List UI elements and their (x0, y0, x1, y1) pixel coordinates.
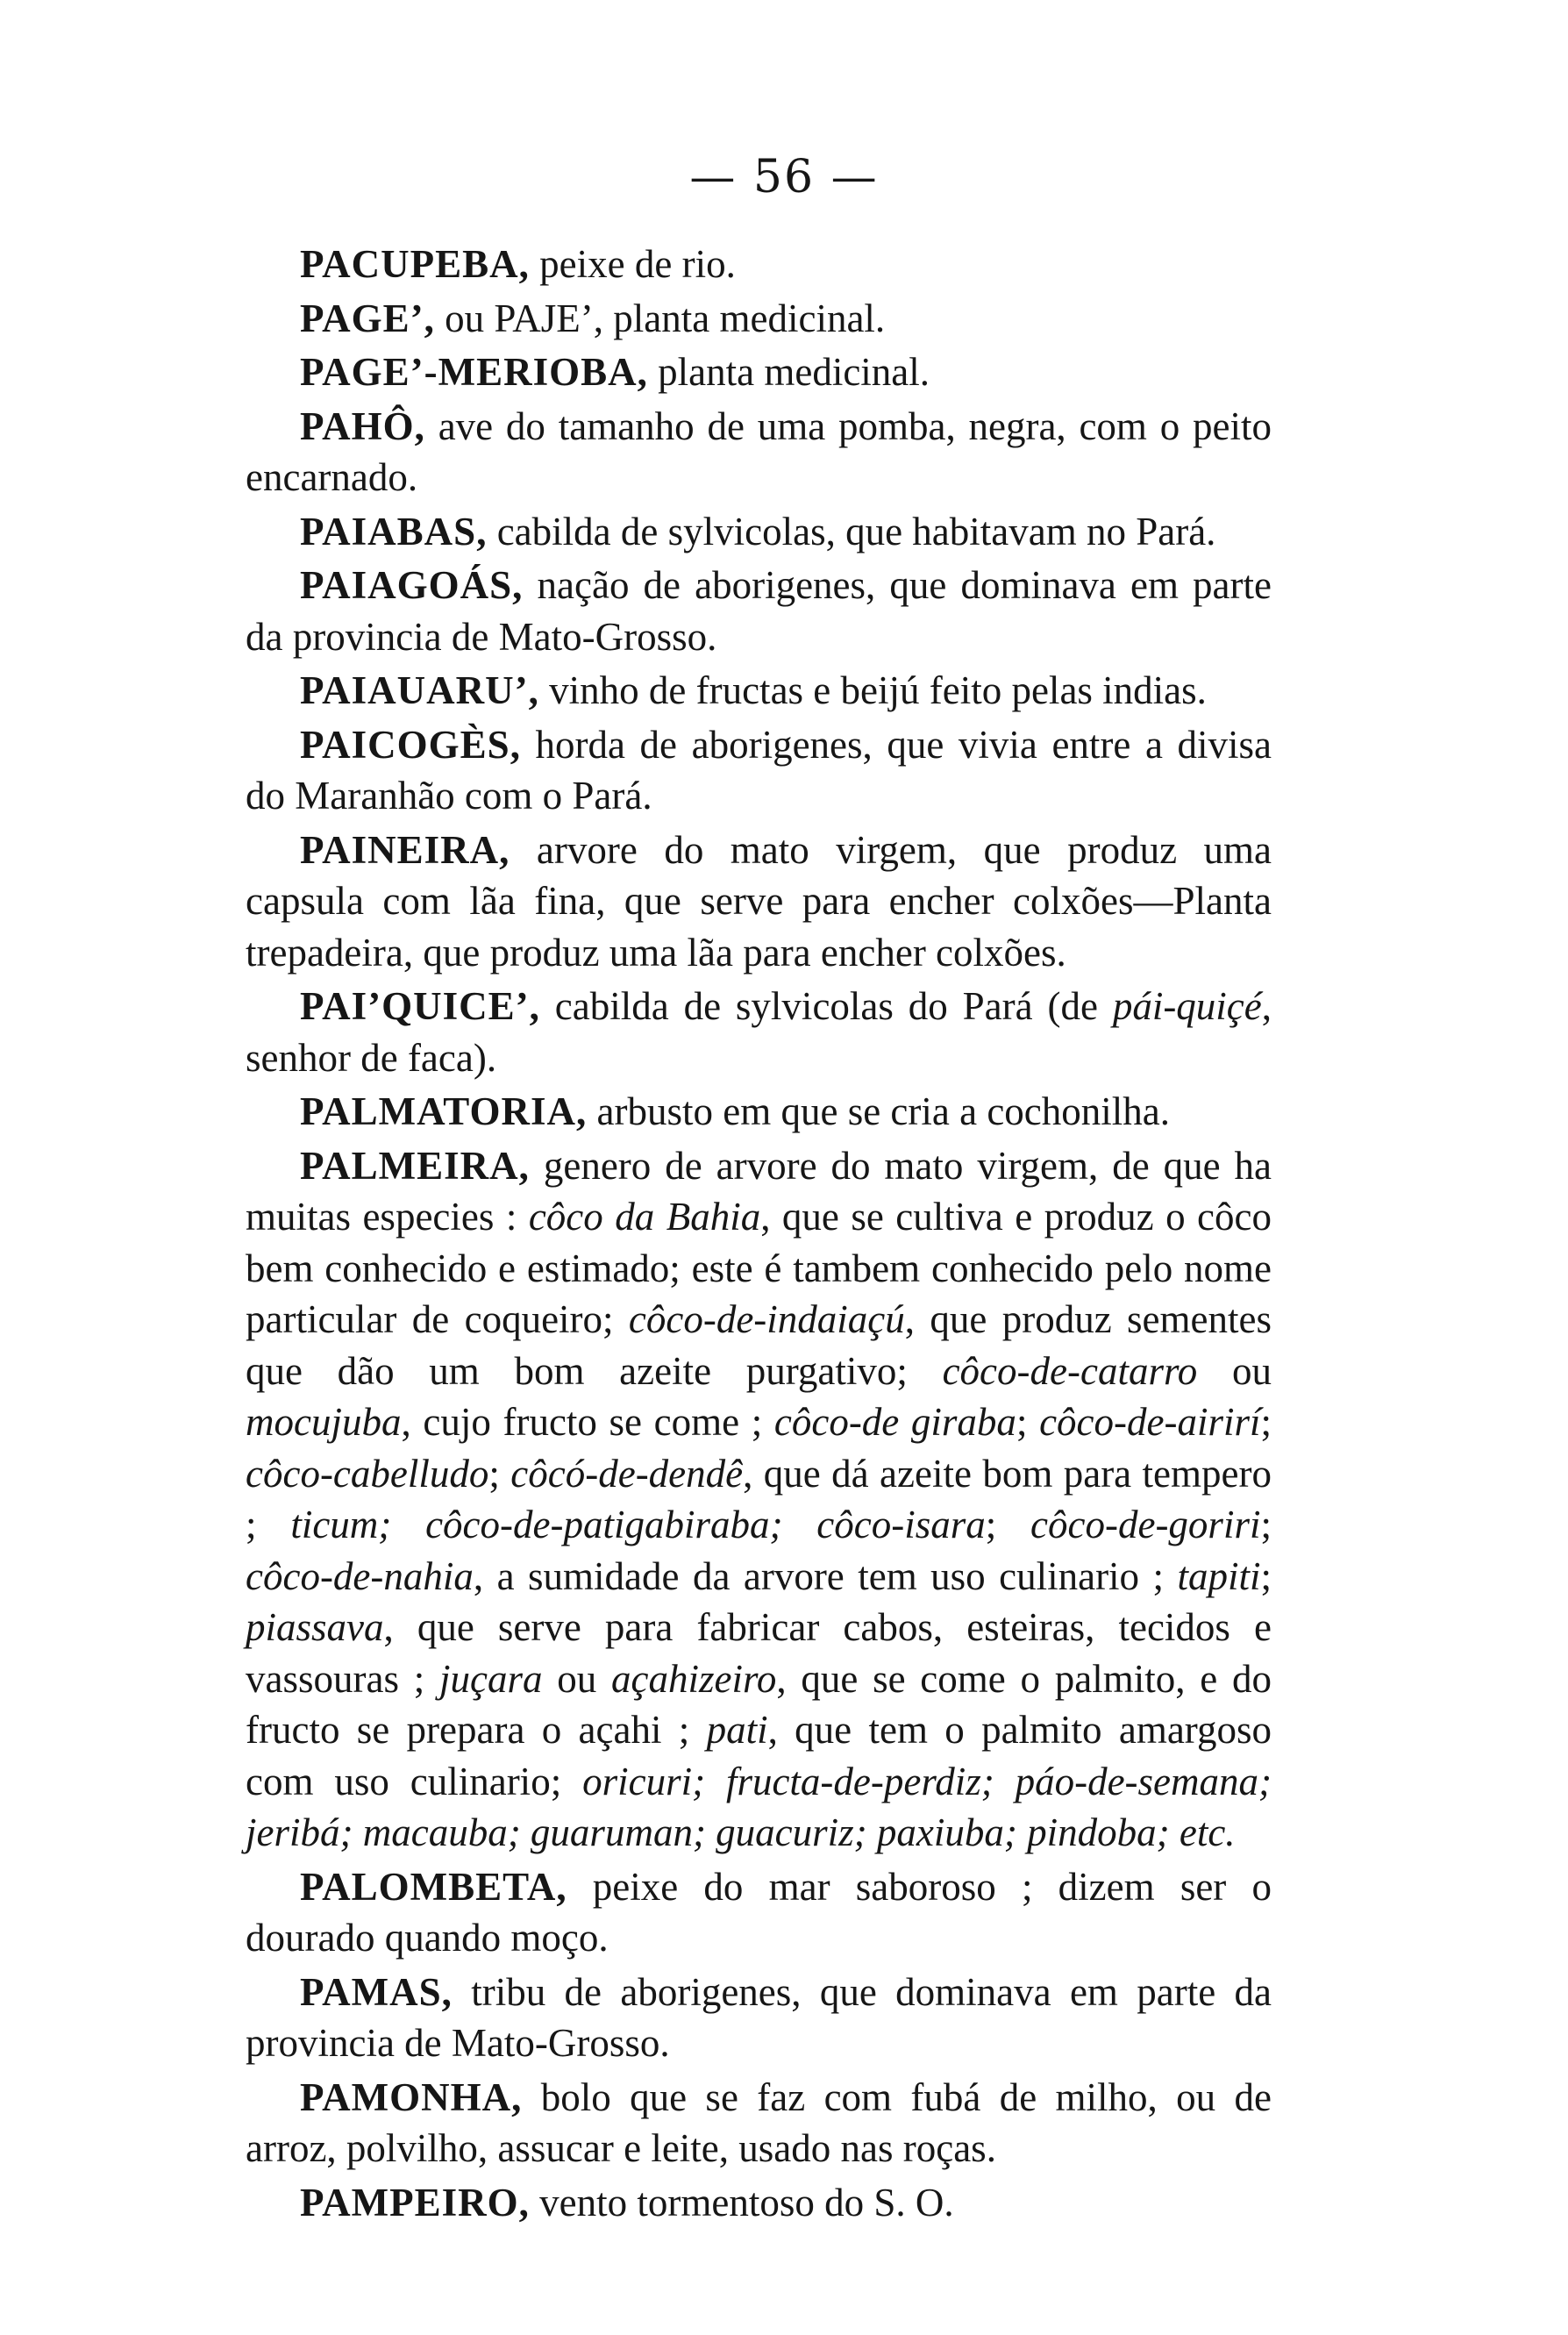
entry-headword: PAGE’, (300, 296, 435, 340)
entry-headword: PAMONHA, (300, 2074, 523, 2119)
entry-definition: , a sumidade da arvore tem uso culinario ; (473, 1553, 1178, 1598)
entry-definition: vento tormentoso do S. O. (529, 2180, 954, 2224)
entry-definition: ; (1260, 1400, 1272, 1444)
entry-page (246, 293, 1272, 345)
entry-page-merioba (246, 346, 1272, 398)
entry-definition: ; (985, 1503, 1031, 1546)
entry-definition: peixe do mar saboroso ; dizem ser o dourado quando moço. (246, 1864, 1272, 1960)
entry-definition: , que produz sementes que dão um bom azeite purgativo; (246, 1297, 1272, 1393)
entry-definition: , que dá azeite bom para tempero ; (246, 1451, 1272, 1546)
entry-term-italic: côcó-de-dendê (510, 1451, 744, 1496)
entry-paiabas (246, 506, 1272, 558)
entry-definition: ; (1260, 1503, 1272, 1546)
entry-headword: PALOMBETA, (300, 1864, 567, 1909)
entry-headword: PAIABAS, (300, 509, 488, 553)
entry-definition: , que se cultiva e produz o côco bem conhecido e estimado; este é tambem conhecido pelo nome particular de coqueiro; (246, 1195, 1272, 1341)
entry-paicoges (246, 719, 1272, 822)
entry-term-italic: açahizeiro (611, 1656, 777, 1701)
entry-definition: , cujo fructo se come ; (401, 1400, 774, 1444)
entry-term-italic: juçara (439, 1656, 543, 1701)
entry-palombeta (246, 1861, 1272, 1964)
entry-definition: genero de arvore do mato virgem, de que ha muitas especies : (246, 1143, 1272, 1239)
entry-definition: arvore do mato virgem, que produz uma capsula com lãa fina, que serve para encher colxões—Planta trepadeira, que produz uma lãa para encher colxões. (246, 827, 1272, 975)
entry-term-italic: piassava (246, 1605, 384, 1649)
entry-definition: ou PAJE’, planta medicinal. (434, 296, 886, 340)
entry-headword: PAINEIRA, (300, 827, 510, 872)
entry-pacupeba (246, 239, 1272, 290)
glossary-entries (246, 239, 1272, 2231)
entry-term-italic: pái-quiçé (1112, 984, 1262, 1028)
entry-definition: , que serve para fabricar cabos, esteiras, tecidos e vassouras ; (246, 1605, 1272, 1701)
entry-definition: planta medicinal. (647, 350, 930, 394)
entry-term-italic: côco-de-nahia (246, 1553, 474, 1598)
entry-headword: PAIAGOÁS, (300, 563, 524, 607)
entry-definition: horda de aborigenes, que vivia entre a divisa do Maranhão com o Pará. (246, 722, 1272, 818)
entry-definition: tribu de aborigenes, que dominava em parte da provincia de Mato-Grosso. (246, 1969, 1272, 2065)
entry-definition: ou (1197, 1348, 1272, 1393)
entry-definition: ave do tamanho de uma pomba, negra, com o peito encarnado. (246, 403, 1272, 499)
entry-term-italic: ticum; côco-de-patigabiraba; côco-isara (290, 1503, 986, 1546)
entry-palmatoria (246, 1086, 1272, 1138)
entry-definition: arbusto em que se cria a cochonilha. (587, 1089, 1171, 1133)
entry-term-italic: côco-cabelludo (246, 1451, 489, 1496)
entry-palmeira (246, 1140, 1272, 1859)
entry-term-italic: oricuri; fructa-de-perdiz; páo-de-semana; jeribá; macauba; guaruman; guacuriz; paxiuba; pindoba; etc. (246, 1759, 1272, 1854)
entry-paineira (246, 825, 1272, 979)
entry-definition: peixe de rio. (529, 242, 736, 286)
entry-headword: PAIAUARU’, (300, 668, 539, 712)
entry-definition: ; (1260, 1553, 1272, 1598)
entry-pampeiro (246, 2177, 1272, 2229)
entry-headword: PAMAS, (300, 1969, 453, 2014)
entry-headword: PACUPEBA, (300, 242, 530, 286)
entry-paho (246, 401, 1272, 503)
entry-headword: PAICOGÈS, (300, 722, 521, 767)
entry-definition: , que se come o palmito, e do fructo se prepara o açahi ; (246, 1656, 1272, 1752)
entry-term-italic: côco-de-indaiaçú (628, 1297, 905, 1341)
entry-headword: PAI’QUICE’, (300, 984, 540, 1028)
page-number: — 56 — (689, 151, 879, 204)
entry-pamonha (246, 2072, 1272, 2174)
entry-paiquice (246, 981, 1272, 1083)
entry-term-italic: côco-de-goriri (1030, 1503, 1261, 1546)
entry-definition: cabilda de sylvicolas, que habitavam no Pará. (487, 509, 1216, 553)
entry-headword: PAHÔ, (300, 403, 425, 448)
entry-definition: vinho de fructas e beijú feito pelas indias. (538, 668, 1207, 712)
entry-definition: ; (1016, 1400, 1040, 1444)
entry-definition: nação de aborigenes, que dominava em parte da provincia de Mato-Grosso. (246, 563, 1272, 659)
entry-term-italic: tapiti (1177, 1553, 1261, 1598)
entry-paiagoas (246, 560, 1272, 662)
entry-definition: , senhor de faca). (246, 984, 1272, 1080)
entry-headword: PALMEIRA, (300, 1143, 530, 1188)
entry-pamas (246, 1967, 1272, 2069)
entry-paiauaru (246, 665, 1272, 717)
entry-definition: ou (542, 1656, 612, 1701)
entry-term-italic: côco-de giraba (773, 1400, 1016, 1444)
entry-definition: cabilda de sylvicolas do Pará (de (539, 984, 1113, 1028)
entry-term-italic: côco-de-airirí (1039, 1400, 1261, 1444)
entry-term-italic: pati (706, 1708, 768, 1752)
entry-headword: PAGE’-MERIOBA, (300, 350, 648, 394)
entry-term-italic: mocujuba (246, 1400, 402, 1444)
entry-definition: , que tem o palmito amargoso com uso culinario; (246, 1708, 1272, 1803)
entry-term-italic: côco da Bahia (528, 1195, 761, 1239)
entry-headword: PAMPEIRO, (300, 2180, 530, 2224)
entry-headword: PALMATORIA, (300, 1089, 588, 1133)
entry-definition: ; (488, 1451, 511, 1496)
entry-term-italic: côco-de-catarro (942, 1348, 1198, 1393)
entry-definition: bolo que se faz com fubá de milho, ou de arroz, polvilho, assucar e leite, usado nas roças. (246, 2074, 1272, 2170)
